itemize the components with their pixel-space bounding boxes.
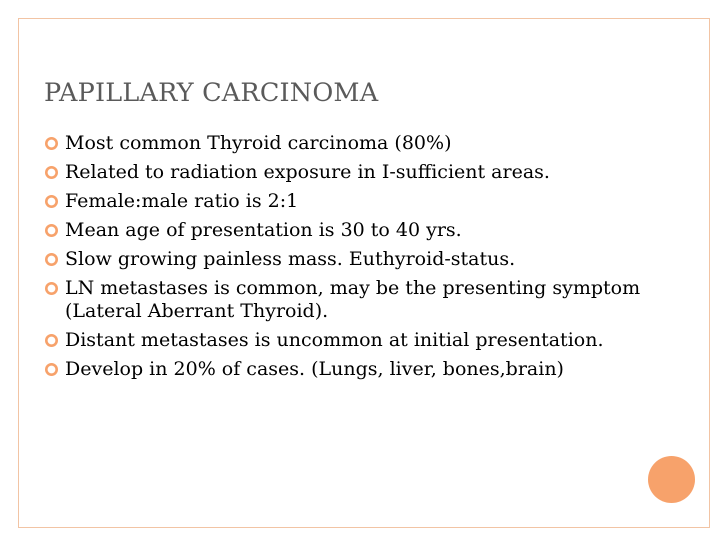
bullet-list [44,132,644,387]
bullet-item [44,161,644,184]
bullet-item [44,329,644,352]
bullet-text: Develop in 20% of cases. (Lungs, liver, bones,brain) [65,358,564,380]
frame-left-line [18,18,19,528]
open-circle-bullet-icon [44,333,59,348]
open-circle-bullet-icon [44,252,59,267]
open-circle-bullet-icon [44,362,59,377]
bullet-text: Female:male ratio is 2:1 [65,190,299,212]
bullet-item [44,248,644,271]
bullet-item [44,190,644,213]
frame-bottom-line [18,527,710,528]
bullet-item [44,358,644,381]
open-circle-bullet-icon [44,165,59,180]
bullet-text: LN metastases is common, may be the presenting symptom (Lateral Aberrant Thyroid). [65,277,641,322]
decorative-orange-circle [648,456,695,503]
frame-top-line [18,18,710,19]
frame-right-line [709,18,710,528]
bullet-item [44,277,644,323]
bullet-item [44,219,644,242]
open-circle-bullet-icon [44,281,59,296]
bullet-text: Most common Thyroid carcinoma (80%) [65,132,452,154]
bullet-text: Distant metastases is uncommon at initial presentation. [65,329,604,351]
open-circle-bullet-icon [44,194,59,209]
bullet-text: Slow growing painless mass. Euthyroid-status. [65,248,516,270]
open-circle-bullet-icon [44,223,59,238]
bullet-item [44,132,644,155]
bullet-text: Mean age of presentation is 30 to 40 yrs. [65,219,462,241]
slide-title: PAPILLARY CARCINOMA [44,78,379,108]
open-circle-bullet-icon [44,136,59,151]
bullet-text: Related to radiation exposure in I-sufficient areas. [65,161,550,183]
